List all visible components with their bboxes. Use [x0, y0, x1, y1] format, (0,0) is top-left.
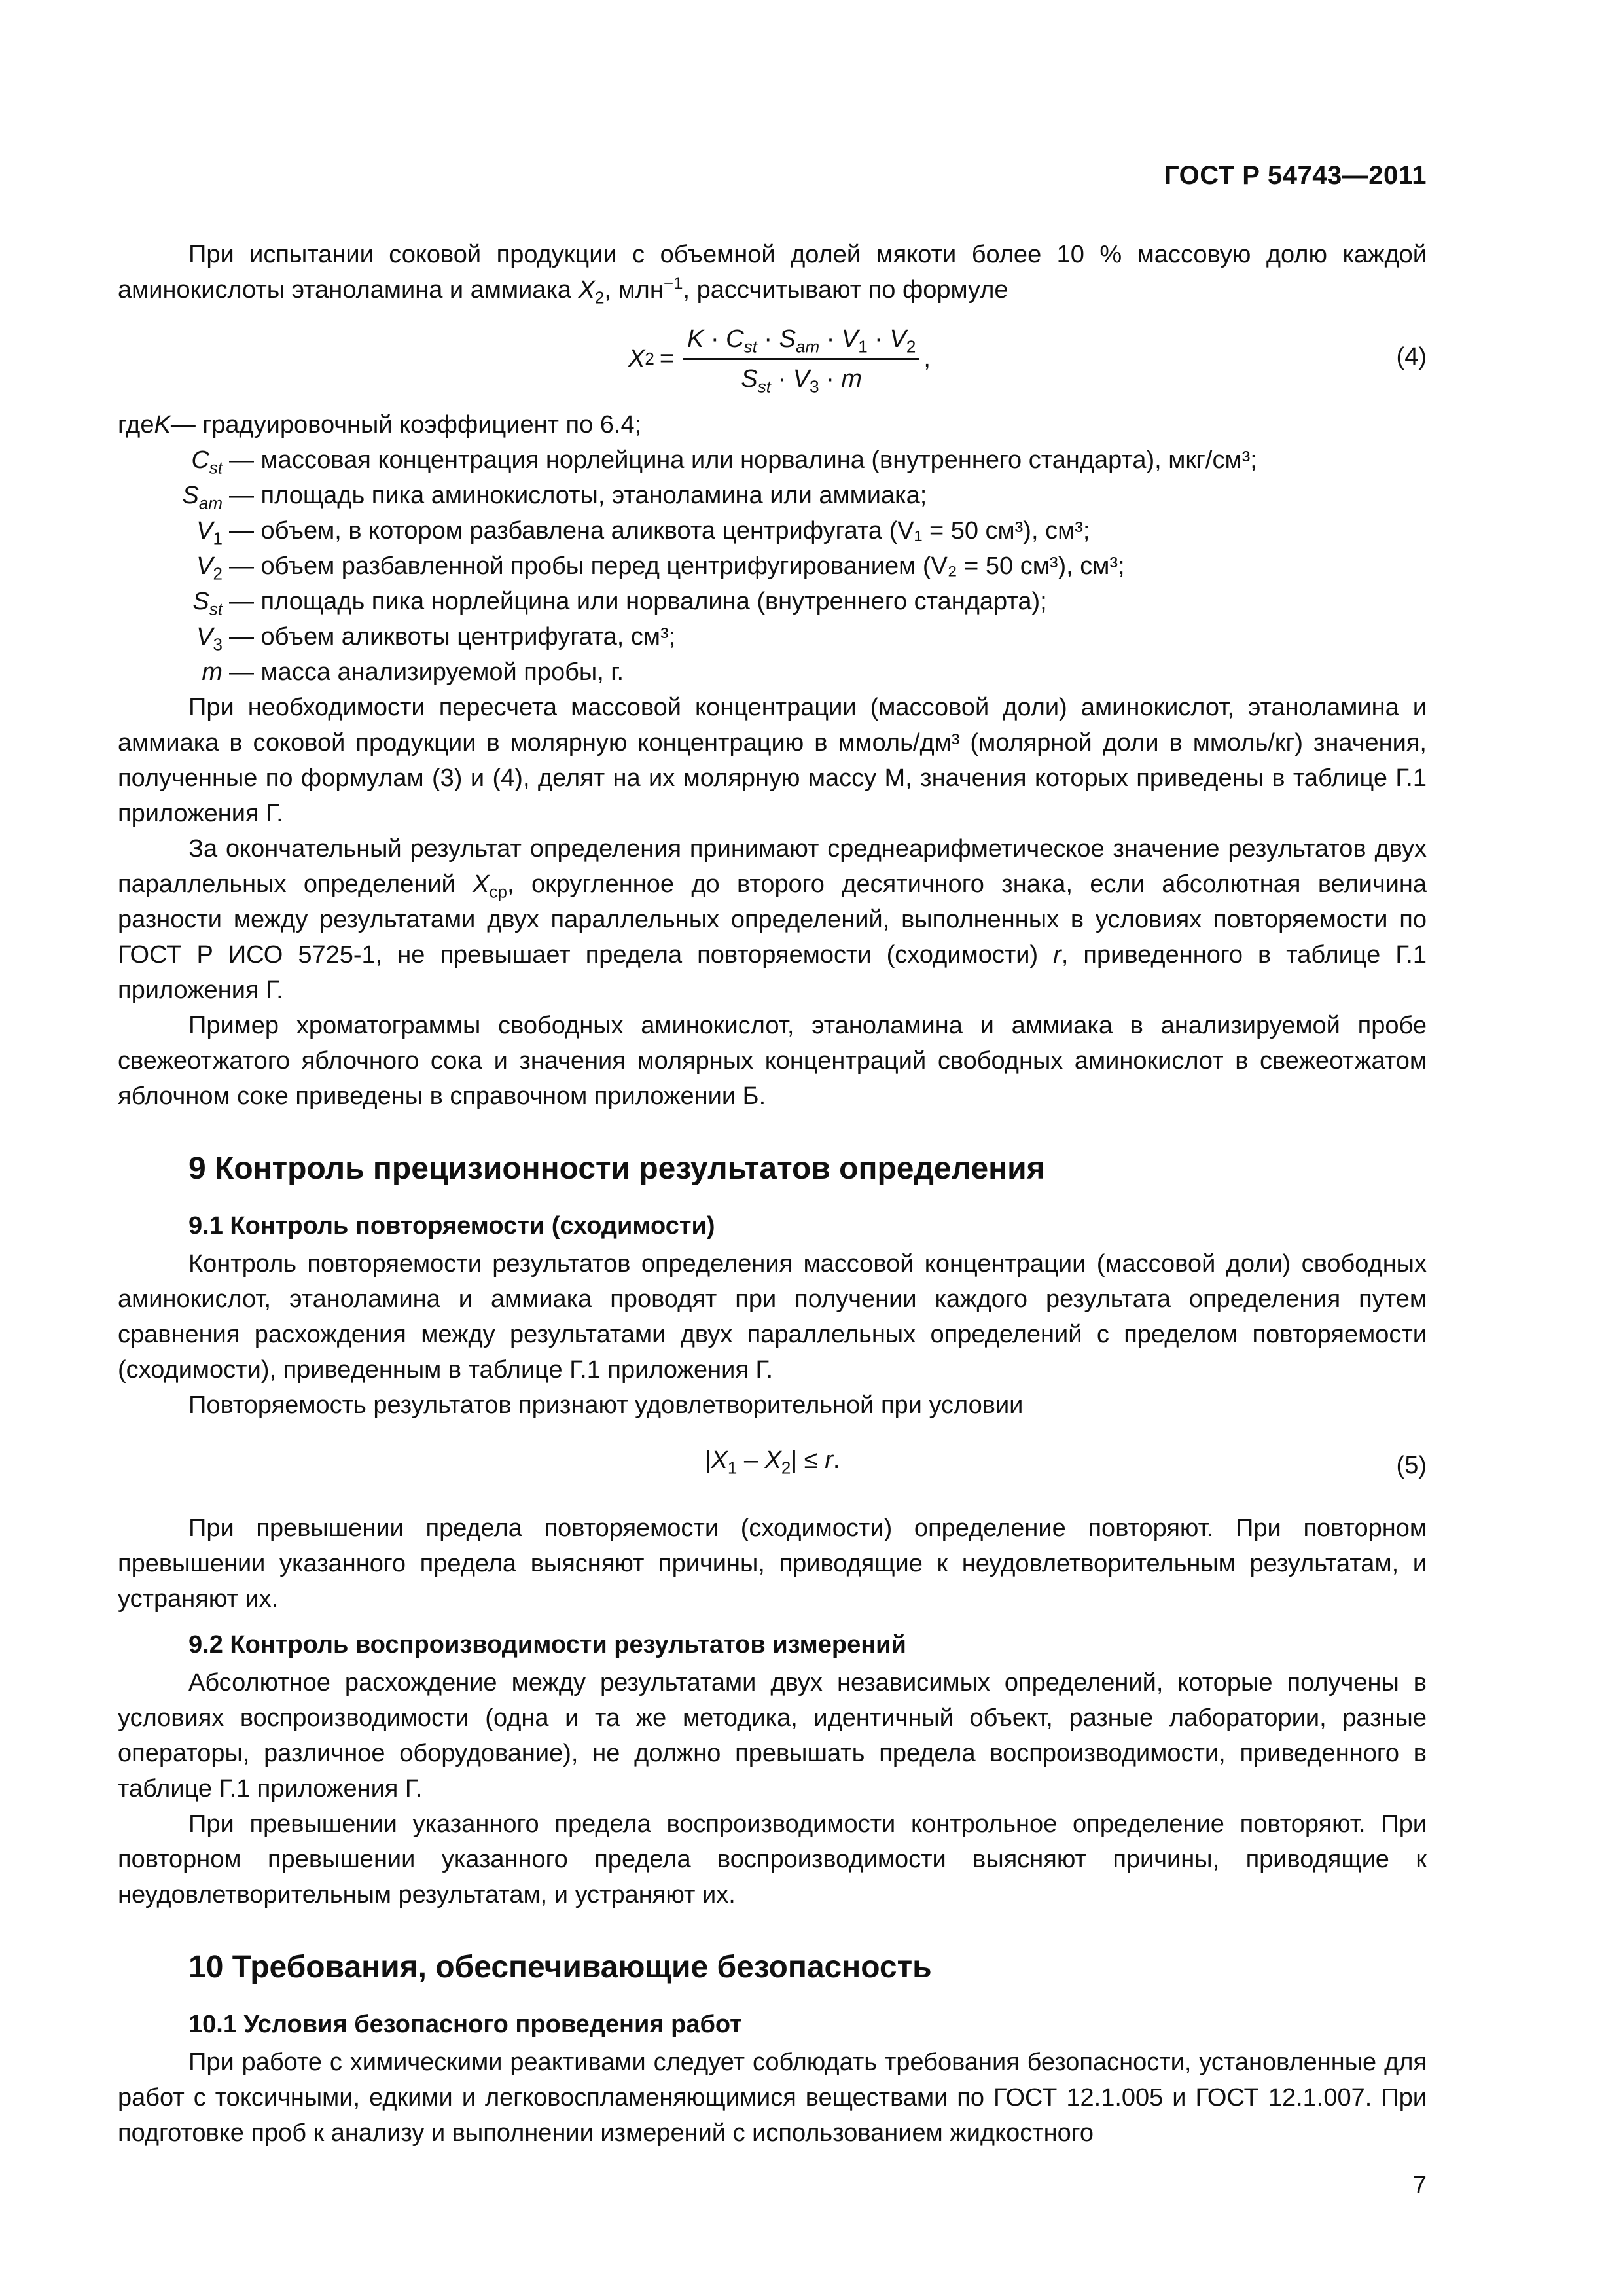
subsection-9-1-heading: 9.1 Контроль повторяемости (сходимости) [188, 1212, 715, 1240]
num-k: K [687, 325, 704, 353]
definition-symbol: m [202, 658, 223, 686]
section-10-heading: 10 Требования, обеспечивающие безопасность [188, 1950, 932, 1984]
definition-symbol-sub: st [209, 599, 223, 619]
subsection-9-2-heading: 9.2 Контроль воспроизводимости результатов измерений [188, 1631, 906, 1659]
definition-symbol: V [196, 552, 213, 580]
subsection-10-1-heading: 10.1 Условия безопасного проведения работ [188, 2011, 742, 2038]
definition-item [118, 442, 1427, 478]
document-body [118, 237, 1427, 2151]
definition-symbol-sub: 2 [213, 564, 223, 584]
final-result-symbol-sub: ср [489, 882, 507, 902]
definition-item [118, 584, 1427, 619]
definition-text: — объем, в котором разбавлена аликвота центрифугата (V₁ = 50 см³), см³; [229, 517, 1090, 545]
num-s: S [779, 325, 796, 353]
definition-text: — объем аликвоты центрифугата, см³; [229, 623, 676, 651]
den-m: m [841, 365, 862, 393]
formula-5 [118, 1436, 1427, 1495]
dot: · [777, 365, 787, 393]
definition-symbol: S [182, 482, 199, 509]
f5-x1-sub: 1 [727, 1458, 738, 1478]
definition-text: — масса анализируемой пробы, г. [229, 658, 624, 686]
definition-text: — площадь пика аминокислоты, этаноламина или аммиака; [229, 482, 927, 509]
formula-4-number: (4) [1396, 343, 1427, 370]
formula-4-fraction [683, 321, 919, 397]
formula-4-denominator [737, 360, 866, 397]
formula-4-equals: = [659, 345, 675, 372]
formula-5-number: (5) [1396, 1452, 1427, 1479]
document-code-header: ГОСТ Р 54743—2011 [1164, 161, 1427, 190]
num-v2-sub: 2 [906, 336, 916, 357]
f5-bar-close: | ≤ [791, 1446, 825, 1474]
document-page [118, 0, 1427, 2296]
intro-paragraph [118, 237, 1427, 308]
definition-item [118, 478, 1427, 513]
intro-symbol: X [578, 276, 595, 304]
formula-4-comma: , [923, 345, 931, 372]
f5-period: . [832, 1446, 840, 1474]
num-v1-sub: 1 [858, 336, 868, 357]
final-result-text-c: , приведенного в таблице Г.1 приложения Г. [118, 941, 1427, 1004]
den-v3: V [793, 365, 810, 393]
definition-symbol-sub: 3 [213, 634, 223, 655]
definition-symbol-sub: st [209, 457, 223, 478]
f5-x2: X [764, 1446, 781, 1474]
num-s-sub: am [796, 336, 820, 357]
definition-item [118, 619, 1427, 655]
f5-r: r [825, 1446, 833, 1474]
definition-symbol: K [154, 411, 171, 439]
den-v3-sub: 3 [810, 376, 819, 397]
intro-text-c: , рассчитывают по формуле [683, 276, 1008, 304]
intro-text-a: При испытании соковой продукции с объемной долей мякоти более 10 % массовую долю каждой аминокислоты этаноламина и аммиака [118, 241, 1427, 304]
conversion-paragraph: При необходимости пересчета массовой концентрации (массовой доли) аминокислот, этаноламина и аммиака в соковой продукции в молярную концентрацию в ммоль/дм³ (молярной доли в ммоль/кг) значения, полученные по формулам (3) и (4), делят на их молярную массу М, значения которых приведены в таблице Г.1 приложения Г. [118, 694, 1427, 827]
definition-symbol: C [191, 446, 209, 474]
definition-item [118, 655, 1427, 690]
formula-4 [118, 317, 1427, 401]
definition-symbol: V [196, 623, 213, 651]
final-result-symbol: X [473, 870, 490, 898]
page-number: 7 [1412, 2172, 1427, 2199]
section-9-heading: 9 Контроль прецизионности результатов определения [188, 1151, 1045, 1186]
formula-5-expression [118, 1443, 1427, 1478]
num-v2: V [889, 325, 906, 353]
den-s-sub: st [757, 376, 771, 397]
section-9-2-paragraph-1: Абсолютное расхождение между результатами двух независимых определений, которые получены в условиях воспроизводимости (одна и та же методика, идентичный объект, разные лаборатории, разные операторы, различное оборудование), не должно превышать предела воспроизводимости, приведенного в таблице Г.1 приложения Г. [118, 1669, 1427, 1803]
final-result-r: r [1053, 941, 1061, 969]
definition-prefix: где [118, 411, 154, 439]
num-c-sub: st [743, 336, 757, 357]
dot: · [764, 325, 773, 353]
definition-symbol: S [192, 588, 209, 615]
definition-text: — массовая концентрация норлейцина или норвалина (внутреннего стандарта), мкг/см³; [229, 446, 1257, 474]
num-v1: V [841, 325, 859, 353]
formula-4-expression: X 2 = $\frac{K \cdot C_{st} \cdot S_{am} \cdot V_1 \cdot V_2}{S_{st} \cdot V_3 \cdot m}$ , [628, 317, 931, 401]
intro-symbol-sub: 2 [594, 287, 605, 308]
section-9-1-paragraph-2: Повторяемость результатов признают удовлетворительной при условии [188, 1391, 1024, 1419]
intro-text-b: , млн [604, 276, 664, 304]
definition-item [118, 407, 1427, 442]
dot: · [826, 365, 834, 393]
f5-x1: X [711, 1446, 728, 1474]
definition-item [118, 548, 1427, 584]
definition-text: — площадь пика норлейцина или норвалина (внутреннего стандарта); [229, 588, 1047, 615]
definition-symbol: V [196, 517, 213, 545]
section-10-1-paragraph-1: При работе с химическими реактивами следует соблюдать требования безопасности, установленные для работ с токсичными, едкими и легковоспламеняющимися веществами по ГОСТ 12.1.005 и ГОСТ 12.1.007. При подготовке проб к анализу и выполнении измерений с использованием жидкостного [118, 2049, 1427, 2147]
definition-symbol-sub: am [198, 493, 223, 513]
den-s: S [741, 365, 758, 393]
intro-unit-sup: −1 [663, 273, 683, 293]
section-9-1-paragraph-1: Контроль повторяемости результатов определения массовой концентрации (массовой доли) свободных аминокислот, этаноламина и аммиака проводят при получении каждого результата определения путем сравнения расхождения между результатами двух параллельных определений с пределом повторяемости (сходимости), приведенным в таблице Г.1 приложения Г. [118, 1250, 1427, 1384]
formula-4-numerator [683, 321, 919, 360]
f5-x2-sub: 2 [781, 1458, 791, 1478]
definitions-list [118, 407, 1427, 690]
definition-symbol-sub: 1 [213, 528, 223, 548]
section-9-1-paragraph-3: При превышении предела повторяемости (сходимости) определение повторяют. При повторном превышении указанного предела выясняют причины, приводящие к неудовлетворительным результатам, и устраняют их. [118, 1515, 1427, 1613]
final-result-text-a: За окончательный результат определения принимают среднеарифметическое значение результатов двух параллельных определений [118, 835, 1427, 898]
f5-bar-open: | [704, 1446, 711, 1474]
dot: · [874, 325, 883, 353]
final-result-paragraph [118, 831, 1427, 1008]
formula-4-lhs: X [628, 345, 645, 372]
section-9-2-paragraph-2: При превышении указанного предела воспроизводимости контрольное определение повторяют. При повторном превышении указанного предела воспроизводимости выясняют причины, приводящие к неудовлетворительным результатам, и устраняют их. [118, 1810, 1427, 1909]
f5-minus: – [737, 1446, 765, 1474]
definition-item [118, 513, 1427, 548]
definition-text: — градуировочный коэффициент по 6.4; [170, 411, 642, 439]
definition-text: — объем разбавленной пробы перед центрифугированием (V₂ = 50 см³), см³; [229, 552, 1125, 580]
dot: · [710, 325, 719, 353]
final-result-text-b: , округленное до второго десятичного знака, если абсолютная величина разности между результатами двух параллельных определений, выполненных в условиях повторяемости по ГОСТ Р ИСО 5725-1, не превышает предела повторяемости (сходимости) [118, 870, 1427, 969]
num-c: C [726, 325, 744, 353]
example-paragraph: Пример хроматограммы свободных аминокислот, этаноламина и аммиака в анализируемой пробе свежеотжатого яблочного сока и значения молярных концентраций свободных аминокислот в свежеотжатом яблочном соке приведены в справочном приложении Б. [118, 1012, 1427, 1110]
dot: · [826, 325, 835, 353]
